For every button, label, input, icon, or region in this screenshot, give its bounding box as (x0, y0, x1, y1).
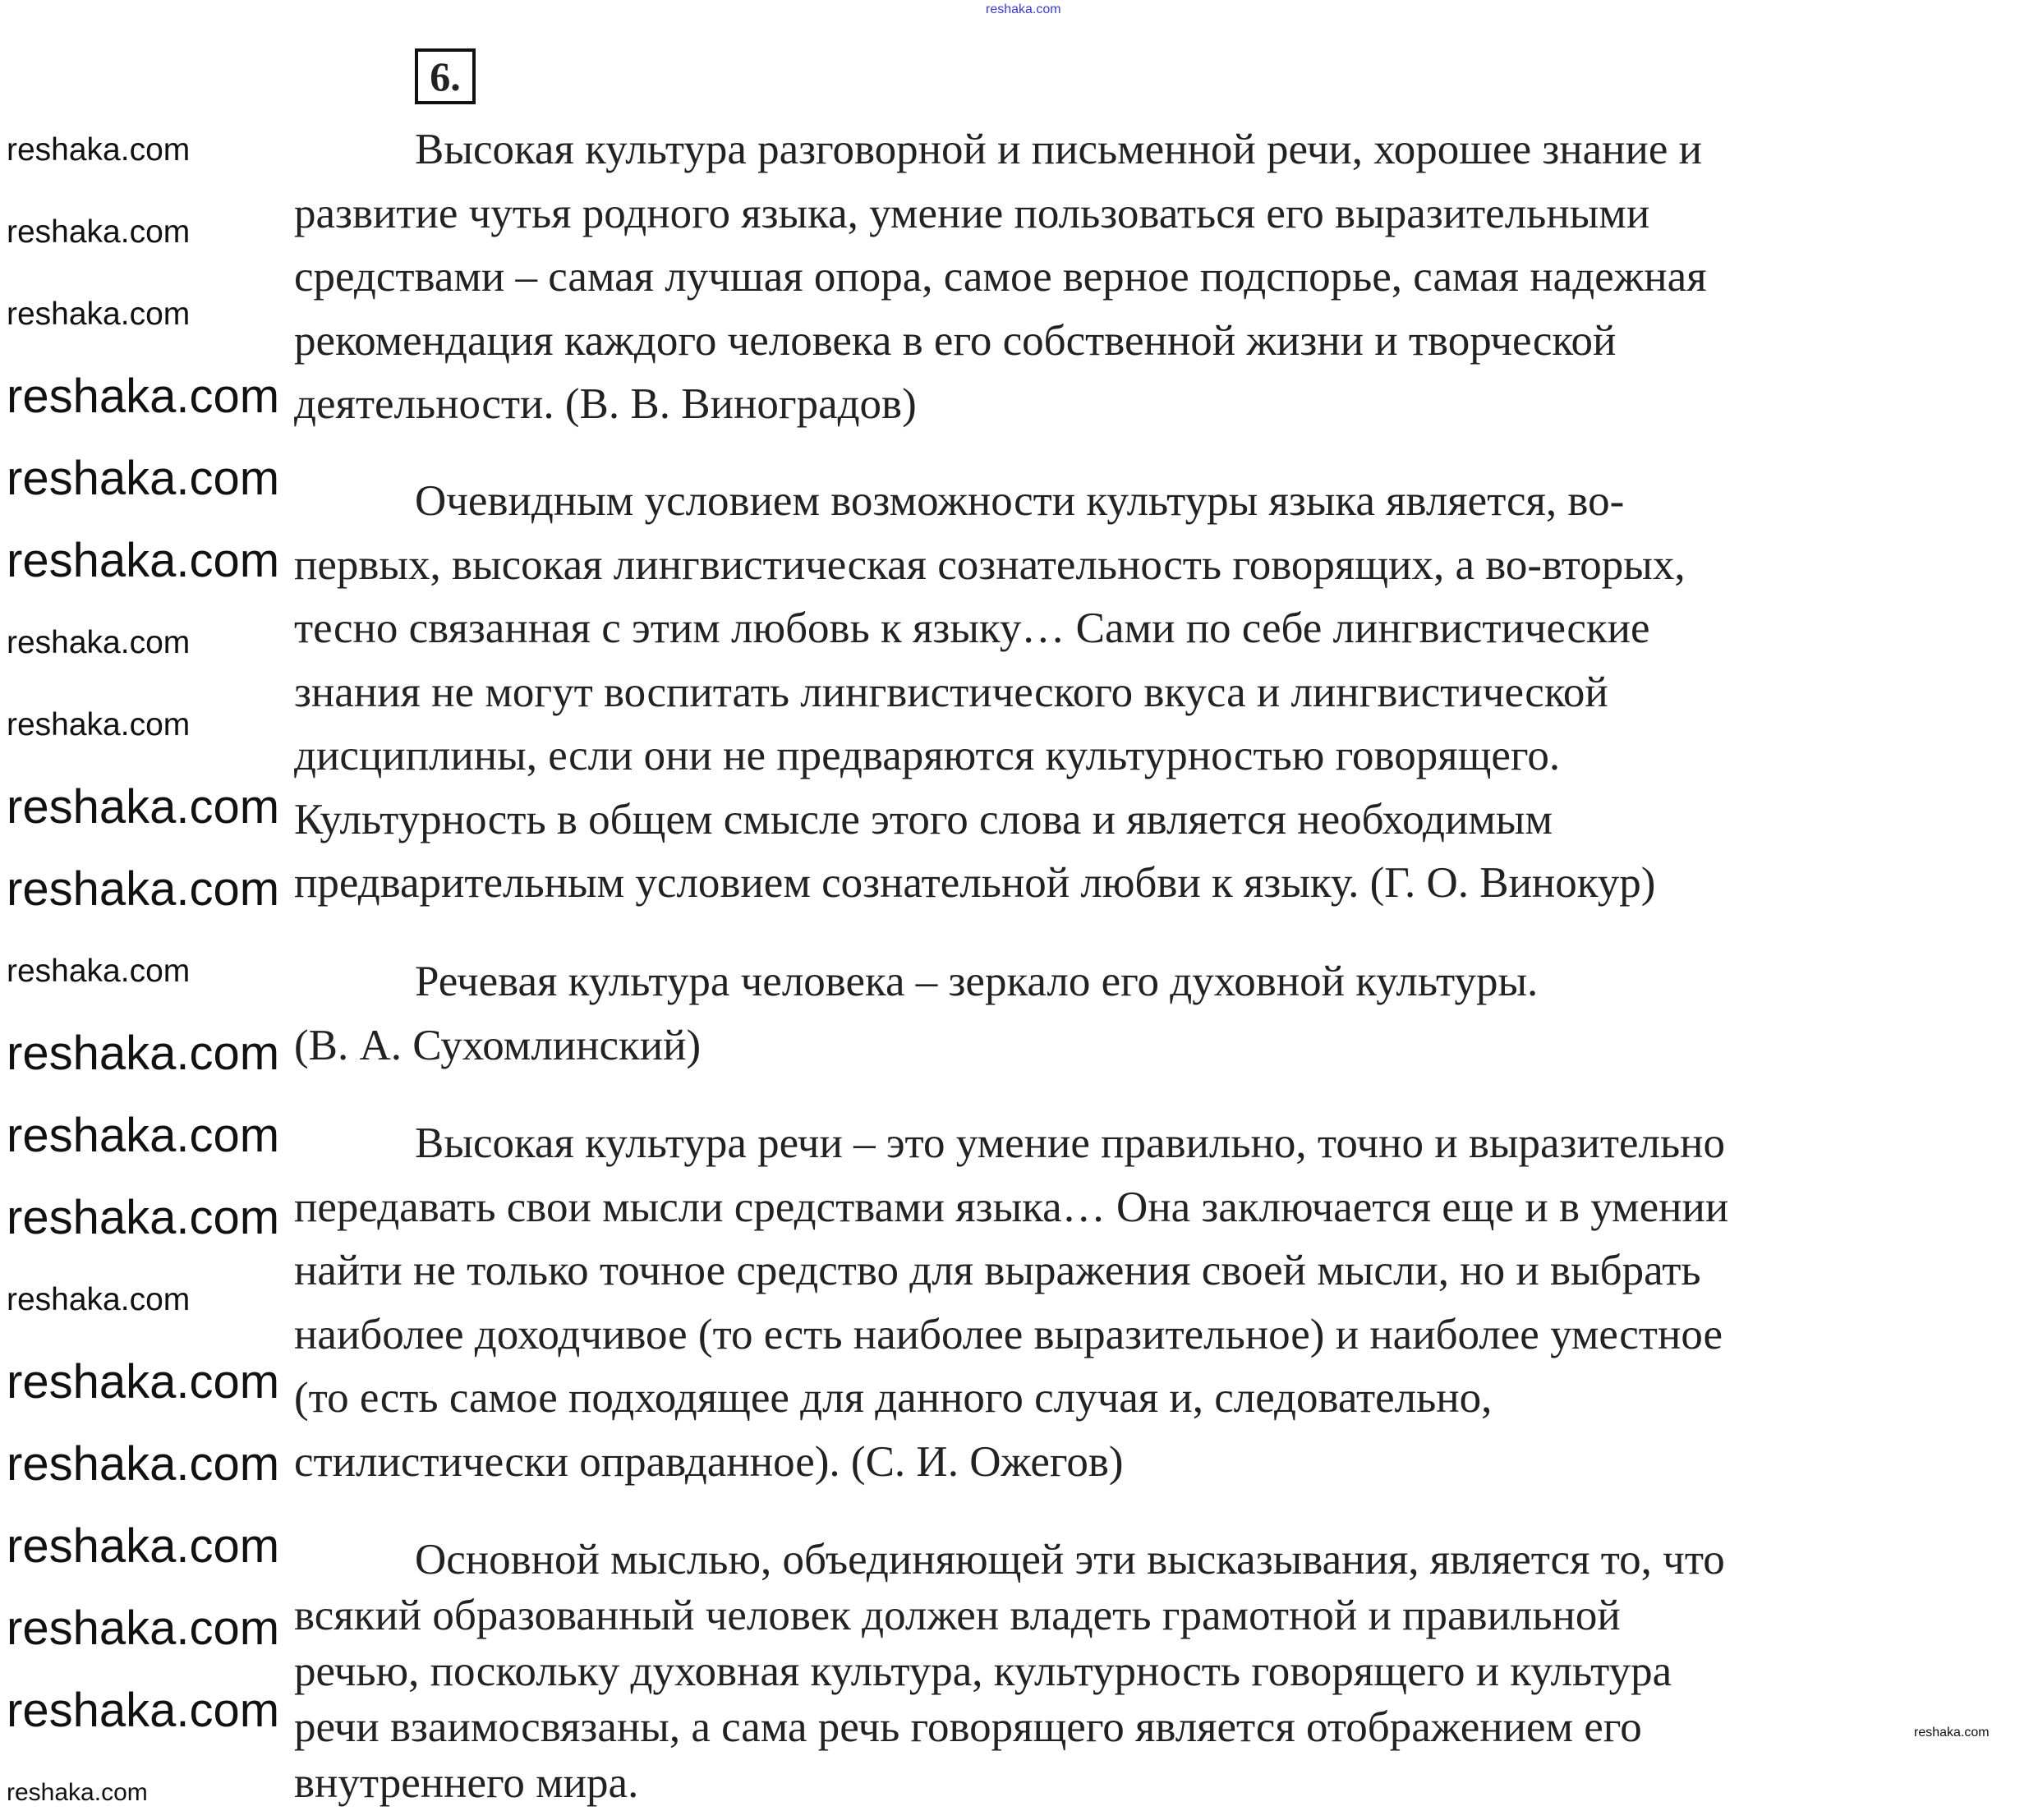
text-line: наиболее доходчивое (то есть наиболее выразительное) и наиболее уместное (294, 1310, 1723, 1358)
watermark: reshaka.com (7, 1437, 280, 1491)
text-line: тесно связанная с этим любовь к языку… Сами по себе лингвистические (294, 604, 1650, 652)
text-line: деятельности. (В. В. Виноградов) (294, 380, 917, 428)
text-line: речи взаимосвязаны, а сама речь говорящего является отображением его (294, 1703, 1642, 1751)
watermark: reshaka.com (7, 1519, 280, 1573)
watermark: reshaka.com (7, 1027, 280, 1080)
text-line: Очевидным условием возможности культуры языка является, во- (415, 477, 1625, 525)
text-line: передавать свои мысли средствами языка… Она заключается еще и в умении (294, 1183, 1729, 1231)
text-line: внутреннего мира. (294, 1759, 639, 1807)
watermark: reshaka.com (7, 1191, 280, 1244)
paragraph-conclusion (294, 1532, 1725, 1811)
text-line: Высокая культура речи – это умение правильно, точно и выразительно (415, 1119, 1725, 1167)
paragraph-vinokur (294, 470, 1686, 916)
text-line: средствами – самая лучшая опора, самое верное подспорье, самая надежная (294, 253, 1707, 301)
exercise-number: 6. (415, 48, 476, 104)
paragraph-sukhomlinsky (294, 950, 1538, 1078)
watermark: reshaka.com (7, 214, 191, 250)
text-line: найти не только точное средство для выражения своей мысли, но и выбрать (294, 1247, 1701, 1294)
watermark: reshaka.com (7, 1779, 148, 1806)
paragraph-ozhegov (294, 1112, 1728, 1494)
text-line: рекомендация каждого человека в его собственной жизни и творческой (294, 316, 1617, 365)
text-line: Культурность в общем смысле этого слова и является необходимым (294, 795, 1553, 843)
watermark: reshaka.com (7, 534, 280, 587)
text-line: стилистически оправданное). (С. И. Ожегов) (294, 1437, 1124, 1486)
watermark: reshaka.com (7, 1109, 280, 1162)
watermark: reshaka.com (7, 1355, 280, 1409)
paragraph-vinogradov (294, 118, 1707, 437)
watermark: reshaka.com (7, 1602, 280, 1655)
text-line: (В. А. Сухомлинский) (294, 1021, 702, 1069)
text-line: речью, поскольку духовная культура, культурность говорящего и культура (294, 1648, 1672, 1695)
text-line: знания не могут воспитать лингвистического вкуса и лингвистической (294, 668, 1608, 716)
text-line: Основной мыслью, объединяющей эти высказывания, является то, что (415, 1536, 1725, 1583)
text-line: развитие чутья родного языка, умение пользоваться его выразительными (294, 189, 1650, 237)
watermark: reshaka.com (7, 296, 191, 332)
text-line: всякий образованный человек должен владеть грамотной и правильной (294, 1592, 1621, 1639)
watermark: reshaka.com (7, 1282, 191, 1317)
text-line: Высокая культура разговорной и письменной речи, хорошее знание и (415, 126, 1703, 173)
watermark: reshaka.com (7, 625, 191, 660)
watermark: reshaka.com (1914, 1726, 1990, 1740)
text-line: (то есть самое подходящее для данного случая и, следовательно, (294, 1374, 1493, 1422)
watermark: reshaka.com (7, 370, 280, 423)
watermark: reshaka.com (7, 862, 280, 916)
text-line: предварительным условием сознательной любви к языку. (Г. О. Винокур) (294, 859, 1656, 907)
watermark: reshaka.com (7, 1684, 280, 1737)
watermark: reshaka.com (7, 707, 191, 742)
watermark: reshaka.com (7, 452, 280, 505)
text-line: первых, высокая лингвистическая сознательность говорящих, а во-вторых, (294, 540, 1686, 589)
text-line: дисциплины, если они не предваряются культурностью говорящего. (294, 732, 1561, 779)
watermark: reshaka.com (7, 954, 191, 989)
text-line: Речевая культура человека – зеркало его духовной культуры. (415, 958, 1539, 1005)
watermark-column (7, 123, 286, 1820)
watermark: reshaka.com (986, 2, 1061, 16)
watermark: reshaka.com (7, 780, 280, 834)
watermark: reshaka.com (7, 132, 191, 168)
